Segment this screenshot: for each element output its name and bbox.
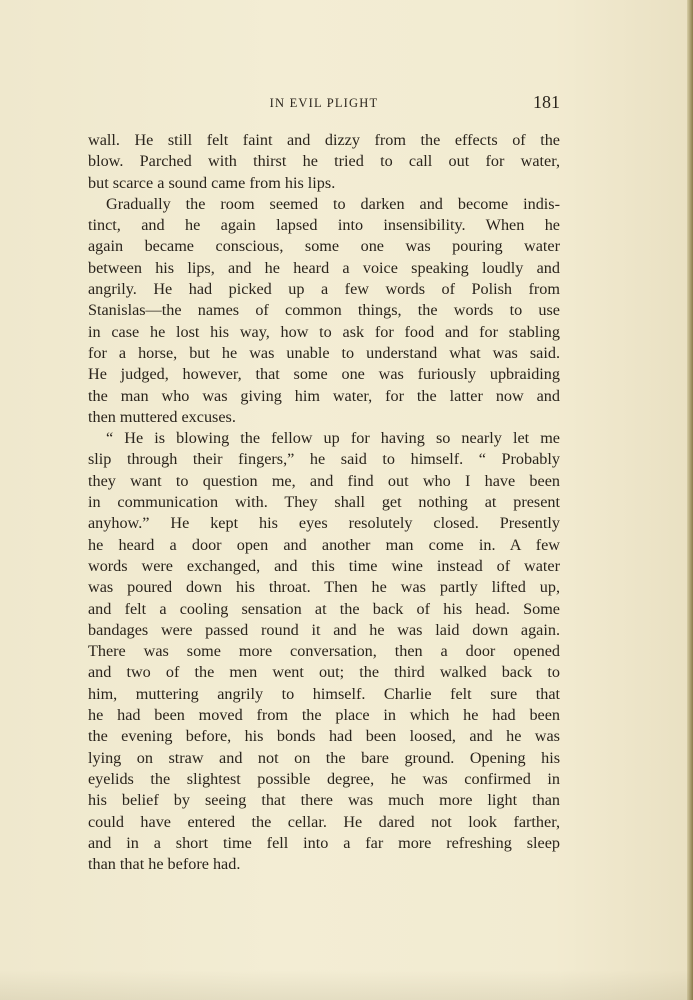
text-line: bandages were passed round it and he was laid down again. (88, 620, 560, 639)
text-line: slip through their fingers,” he said to himself. “ Probably (88, 450, 560, 469)
text-line: again became conscious, some one was pouring water (88, 237, 560, 256)
body-text (88, 130, 560, 875)
page-edge (687, 0, 693, 1000)
text-line: could have entered the cellar. He dared not look farther, (88, 812, 560, 831)
text-line: in case he lost his way, how to ask for food and for stabling (88, 322, 560, 341)
running-head: IN EVIL PLIGHT (269, 96, 379, 110)
text-line: they want to question me, and find out who I have been (88, 471, 560, 490)
text-line: Gradually the room seemed to darken and become indis- (106, 194, 560, 213)
page-header (88, 94, 560, 114)
text-line: “ He is blowing the fellow up for having so nearly let me (106, 429, 560, 448)
text-line: anyhow.” He kept his eyes resolutely closed. Presently (88, 514, 560, 533)
text-line: him, muttering angrily to himself. Charlie felt sure that (88, 684, 560, 703)
text-line: He judged, however, that some one was furiously upbraiding (88, 365, 560, 384)
text-line: tinct, and he again lapsed into insensibility. When he (88, 216, 560, 235)
text-line: but scarce a sound came from his lips. (88, 173, 336, 192)
text-line: and two of the men went out; the third walked back to (88, 663, 560, 682)
text-line: was poured down his throat. Then he was partly lifted up, (88, 578, 560, 597)
text-line: eyelids the slightest possible degree, he was confirmed in (88, 769, 560, 788)
page-bottom-shadow (0, 970, 693, 1000)
text-line: There was some more conversation, then a door opened (88, 642, 560, 661)
text-line: words were exchanged, and this time wine instead of water (88, 556, 560, 575)
text-line: between his lips, and he heard a voice speaking loudly and (88, 258, 560, 277)
text-line: angrily. He had picked up a few words of Polish from (88, 280, 560, 299)
text-line: than that he before had. (88, 855, 241, 874)
text-line: for a horse, but he was unable to understand what was said. (88, 343, 560, 362)
text-line: he had been moved from the place in which he had been (88, 706, 560, 725)
text-line: in communication with. They shall get nothing at present (88, 493, 560, 512)
text-line: he heard a door open and another man come in. A few (88, 535, 560, 554)
text-line: the evening before, his bonds had been loosed, and he was (88, 727, 560, 746)
text-line: Stanislas—the names of common things, the words to use (88, 301, 560, 320)
page-number: 181 (533, 92, 560, 112)
text-line: then muttered excuses. (88, 407, 236, 426)
text-line: wall. He still felt faint and dizzy from the effects of the (88, 131, 560, 149)
text-line: lying on straw and not on the bare ground. Opening his (88, 748, 560, 767)
text-line: the man who was giving him water, for the latter now and (88, 386, 560, 405)
text-line: and felt a cooling sensation at the back of his head. Some (88, 599, 560, 618)
text-line: his belief by seeing that there was much more light than (88, 791, 560, 810)
text-line: blow. Parched with thirst he tried to call out for water, (88, 152, 560, 171)
text-line: and in a short time fell into a far more refreshing sleep (88, 833, 560, 852)
